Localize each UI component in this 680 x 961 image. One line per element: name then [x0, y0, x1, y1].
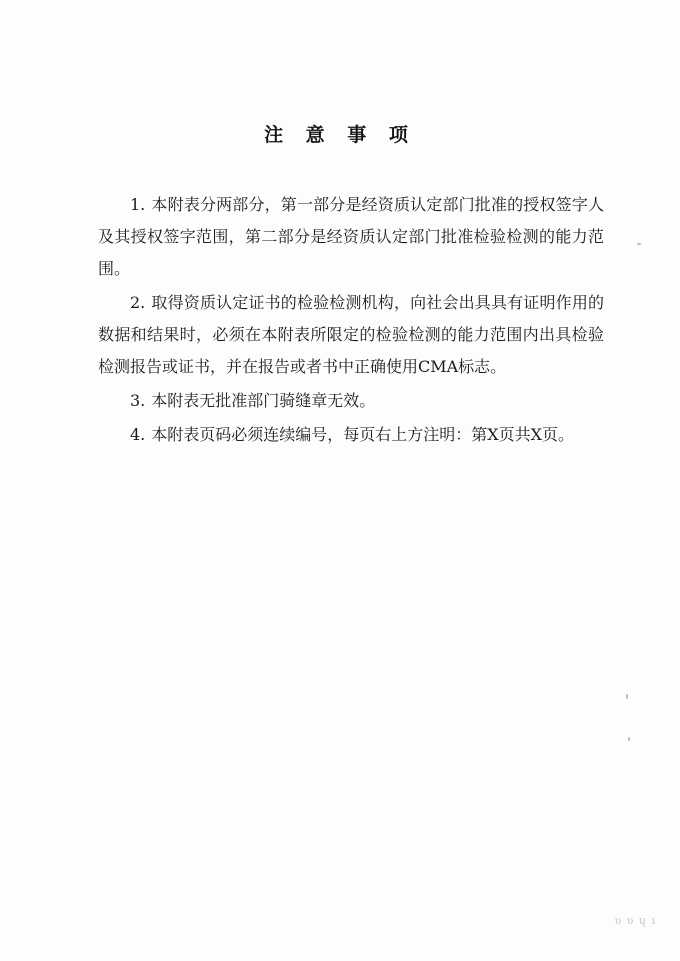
scan-speck: [626, 694, 628, 699]
scan-speck: [628, 737, 630, 741]
note-text: 本附表分两部分，第一部分是经资质认定部门批准的授权签字人及其授权签字范围，第二部分是经资质认定部门批准检验检测的能力范围。: [98, 195, 604, 278]
note-text: 本附表页码必须连续编号，每页右上方注明：第X页共X页。: [151, 425, 575, 444]
note-item-3: [98, 385, 604, 417]
note-text: 本附表无批准部门骑缝章无效。: [151, 391, 376, 410]
note-text: 取得资质认定证书的检验检测机构，向社会出具具有证明作用的数据和结果时，必须在本附表所限定的检验检测的能力范围内出具检验检测报告或证书，并在报告或者书中正确使用CMA标志。: [98, 293, 604, 376]
note-item-4: [98, 419, 604, 451]
note-item-2: [98, 287, 604, 383]
scan-speck: [637, 243, 641, 245]
note-number: 3.: [130, 391, 146, 410]
note-number: 1.: [130, 195, 146, 214]
note-number: 4.: [130, 425, 146, 444]
notes-list: [98, 189, 604, 453]
note-number: 2.: [130, 293, 146, 312]
page-title: 注 意 事 项: [264, 124, 416, 146]
corner-scan-marks: ʋ ʋ ɥ ı: [614, 914, 656, 927]
note-item-1: [98, 189, 604, 285]
